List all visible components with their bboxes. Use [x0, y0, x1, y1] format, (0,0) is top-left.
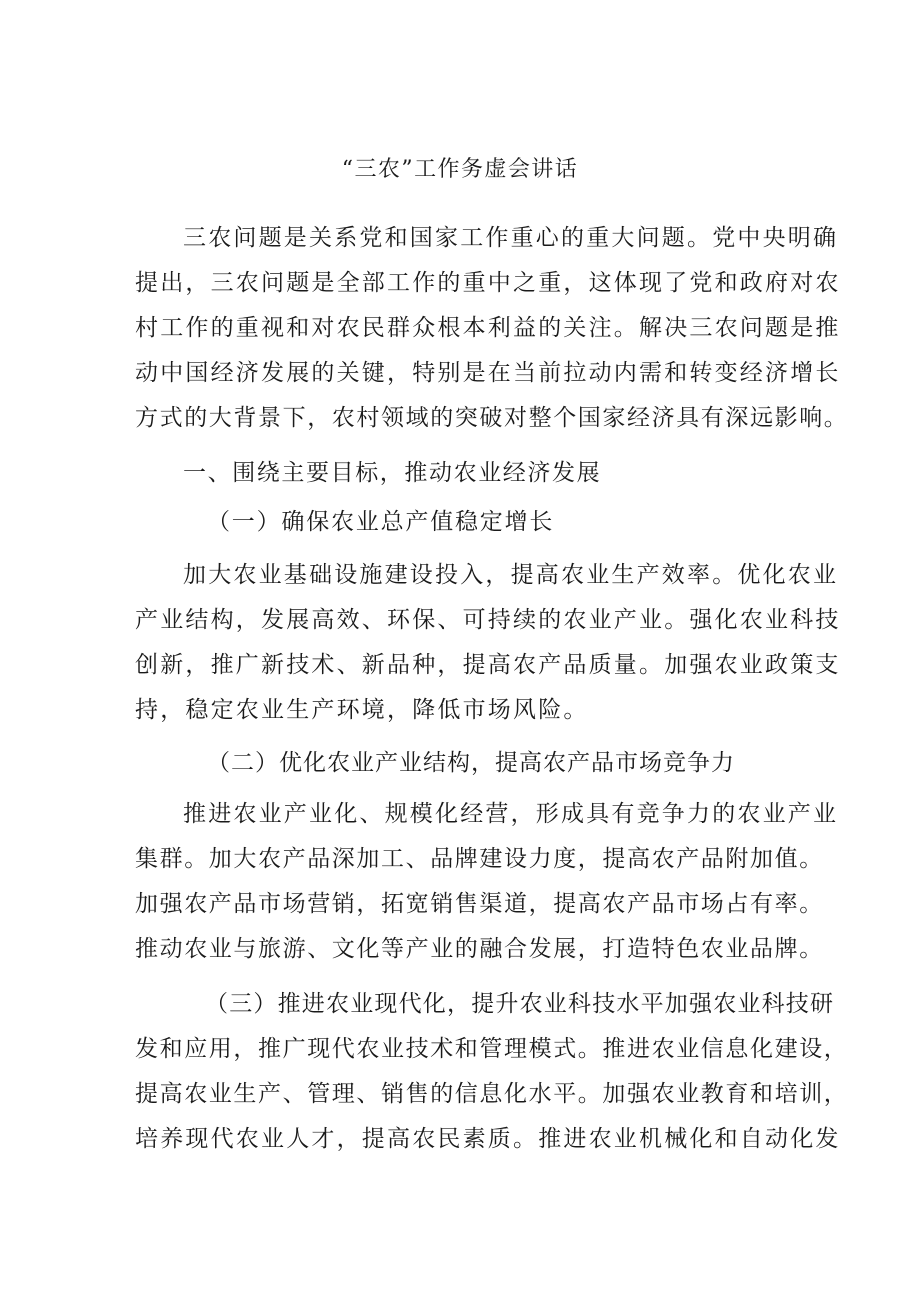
body-line: 方式的大背景下，农村领域的突破对整个国家经济具有深远影响。 [135, 405, 849, 431]
body-line: 持，稳定农业生产环境，降低市场风险。 [135, 697, 589, 723]
body-line: 推动农业与旅游、文化等产业的融合发展，打造特色农业品牌。 [135, 936, 824, 962]
subsection-heading: （一）确保农业总产值稳定增长 [207, 509, 555, 535]
body-line: 创新，推广新技术、新品种，提高农产品质量。加强农业政策支 [135, 652, 841, 678]
section-heading: 一、围绕主要目标，推动农业经济发展 [183, 460, 602, 486]
body-line: 提高农业生产、管理、销售的信息化水平。加强农业教育和培训， [135, 1081, 849, 1107]
body-line: 三农问题是关系党和国家工作重心的重大问题。党中央明确 [183, 225, 839, 251]
document-title: “三农”工作务虚会讲话 [341, 157, 579, 182]
body-line: 发和应用，推广现代农业技术和管理模式。推进农业信息化建设， [135, 1036, 849, 1062]
body-line: 村工作的重视和对农民群众根本利益的关注。解决三农问题是推 [135, 315, 841, 341]
body-line: 产业结构，发展高效、环保、可持续的农业产业。强化农业科技 [135, 607, 841, 633]
subsection-heading: （二）优化农业产业结构，提高农产品市场竞争力 [207, 750, 735, 776]
body-line: 提出，三农问题是全部工作的重中之重，这体现了党和政府对农 [135, 270, 841, 296]
body-line: 加大农业基础设施建设投入，提高农业生产效率。优化农业 [183, 562, 839, 588]
body-line: 集群。加大农产品深加工、品牌建设力度，提高农产品附加值。 [135, 846, 824, 872]
subsection-heading: （三）推进农业现代化，提升农业科技水平加强农业科技研 [205, 991, 835, 1017]
body-line: 动中国经济发展的关键，特别是在当前拉动内需和转变经济增长 [135, 360, 841, 386]
body-line: 培养现代农业人才，提高农民素质。推进农业机械化和自动化发 [135, 1126, 841, 1152]
body-line: 加强农产品市场营销，拓宽销售渠道，提高农产品市场占有率。 [135, 891, 824, 917]
body-line: 推进农业产业化、规模化经营，形成具有竞争力的农业产业 [183, 801, 839, 827]
